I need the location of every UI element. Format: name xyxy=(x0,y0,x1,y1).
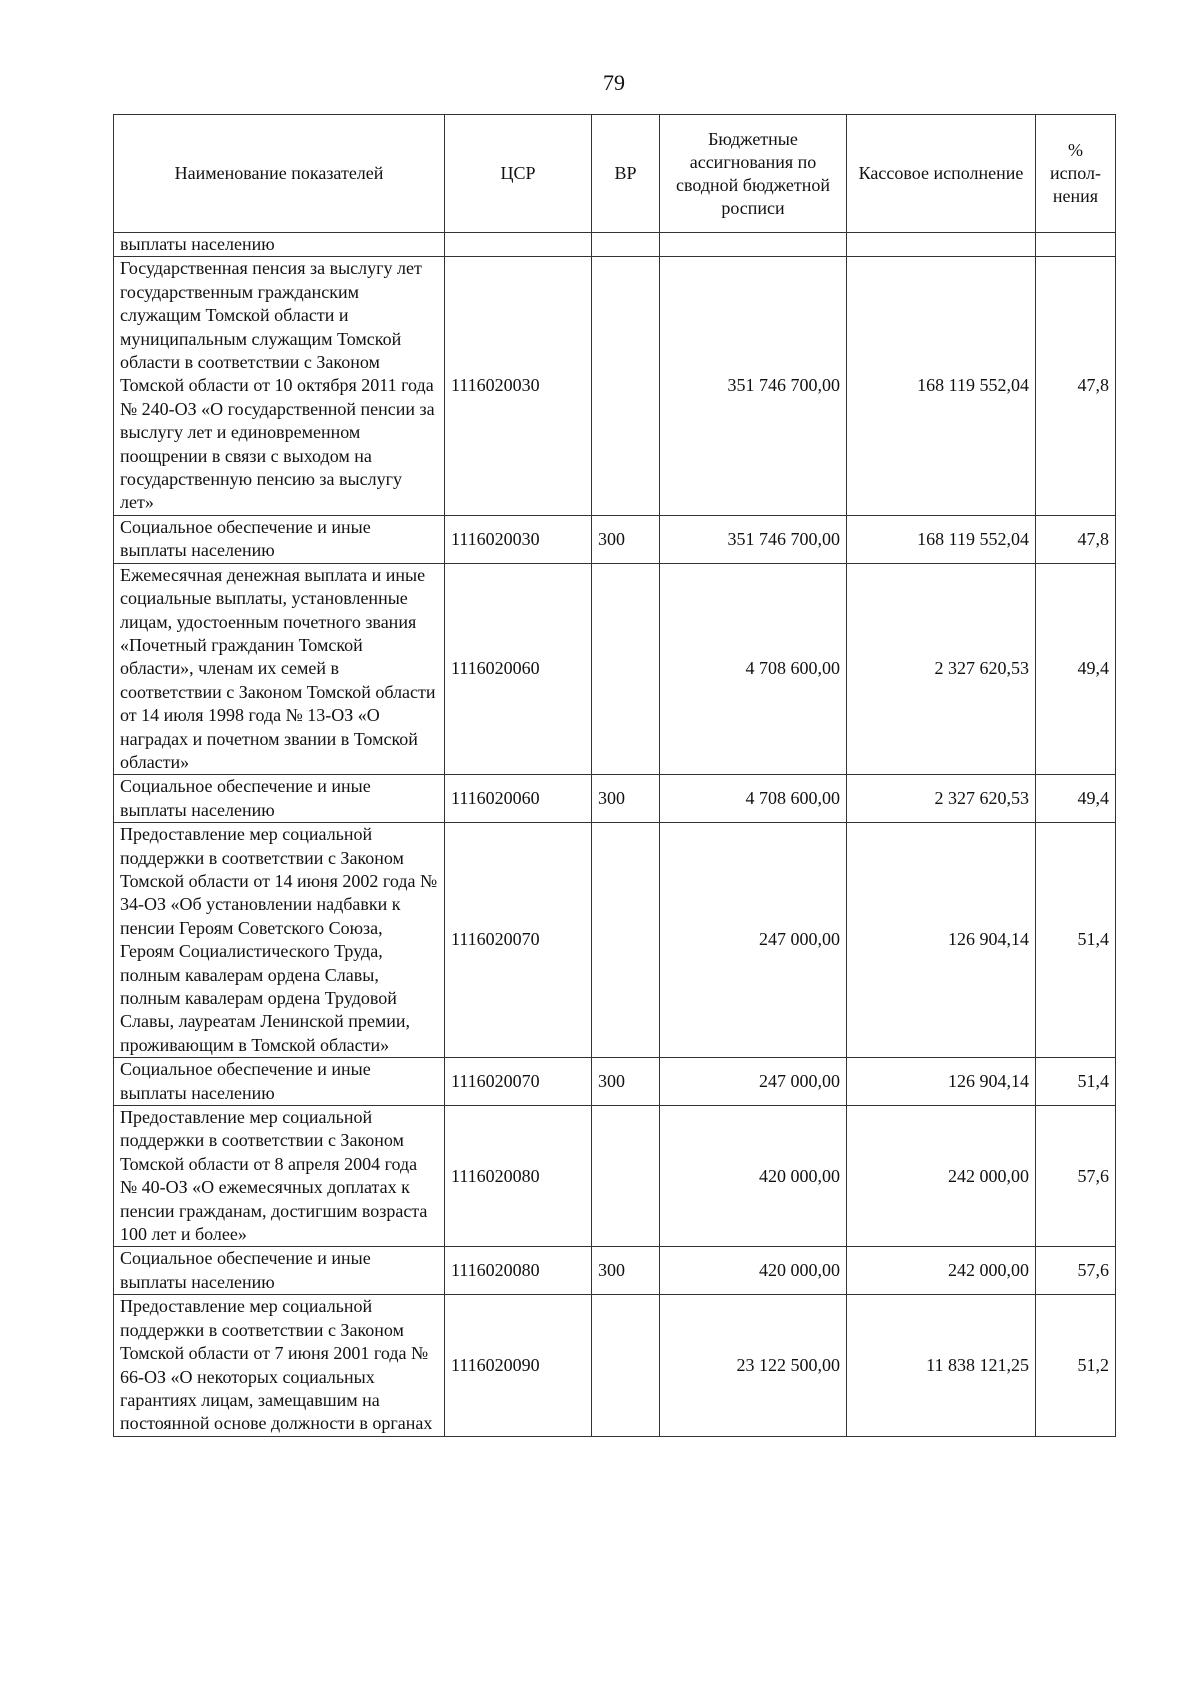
cell-vr xyxy=(592,563,660,775)
cell-budget: 247 000,00 xyxy=(660,823,847,1058)
cell-budget: 4 708 600,00 xyxy=(660,775,847,823)
cell-vr xyxy=(592,1106,660,1247)
cell-vr: 300 xyxy=(592,775,660,823)
cell-vr xyxy=(592,1295,660,1436)
cell-pct: 57,6 xyxy=(1036,1106,1116,1247)
cell-budget: 247 000,00 xyxy=(660,1058,847,1106)
table-row xyxy=(114,563,1116,775)
cell-pct: 49,4 xyxy=(1036,775,1116,823)
header-budget: Бюджетные ассигнования по сводной бюджетной росписи xyxy=(660,115,847,233)
cell-cash: 168 119 552,04 xyxy=(847,515,1036,563)
cell-budget: 420 000,00 xyxy=(660,1247,847,1295)
cell-name: Предоставление мер социальной поддержки в соответствии с Законом Томской области от 8 апреля 2004 года № 40-ОЗ «О ежемесячных доплатах к пенсии гражданам, достигшим возраста 100 лет и более» xyxy=(114,1106,445,1247)
table-body xyxy=(114,233,1116,1437)
cell-csr: 1116020070 xyxy=(445,823,592,1058)
header-csr: ЦСР xyxy=(445,115,592,233)
cell-csr: 1116020070 xyxy=(445,1058,592,1106)
cell-cash: 2 327 620,53 xyxy=(847,563,1036,775)
table-row xyxy=(114,1106,1116,1247)
cell-vr: 300 xyxy=(592,1247,660,1295)
table-row xyxy=(114,1058,1116,1106)
cell-name: Социальное обеспечение и иные выплаты населению xyxy=(114,515,445,563)
cell-vr xyxy=(592,233,660,257)
cell-budget xyxy=(660,233,847,257)
cell-vr xyxy=(592,257,660,515)
cell-csr: 1116020060 xyxy=(445,775,592,823)
cell-name: Социальное обеспечение и иные выплаты населению xyxy=(114,1058,445,1106)
cell-csr: 1116020030 xyxy=(445,257,592,515)
cell-csr: 1116020080 xyxy=(445,1247,592,1295)
cell-budget: 351 746 700,00 xyxy=(660,257,847,515)
cell-pct: 51,2 xyxy=(1036,1295,1116,1436)
table-row xyxy=(114,233,1116,257)
cell-vr xyxy=(592,823,660,1058)
page-number: 79 xyxy=(603,70,625,95)
header-cash: Кассовое исполнение xyxy=(847,115,1036,233)
cell-pct: 47,8 xyxy=(1036,257,1116,515)
table-row xyxy=(114,1247,1116,1295)
cell-pct xyxy=(1036,233,1116,257)
table-row xyxy=(114,775,1116,823)
cell-budget: 351 746 700,00 xyxy=(660,515,847,563)
cell-cash: 126 904,14 xyxy=(847,823,1036,1058)
cell-cash xyxy=(847,233,1036,257)
cell-budget: 420 000,00 xyxy=(660,1106,847,1247)
cell-cash: 168 119 552,04 xyxy=(847,257,1036,515)
cell-pct: 57,6 xyxy=(1036,1247,1116,1295)
header-vr: ВР xyxy=(592,115,660,233)
cell-vr: 300 xyxy=(592,515,660,563)
header-pct: % испол-нения xyxy=(1036,115,1116,233)
header-name: Наименование показателей xyxy=(114,115,445,233)
cell-pct: 49,4 xyxy=(1036,563,1116,775)
cell-name: Социальное обеспечение и иные выплаты населению xyxy=(114,1247,445,1295)
cell-cash: 242 000,00 xyxy=(847,1247,1036,1295)
cell-cash: 242 000,00 xyxy=(847,1106,1036,1247)
cell-cash: 11 838 121,25 xyxy=(847,1295,1036,1436)
cell-pct: 51,4 xyxy=(1036,823,1116,1058)
cell-vr: 300 xyxy=(592,1058,660,1106)
table-row xyxy=(114,823,1116,1058)
budget-execution-table xyxy=(113,114,1116,1437)
cell-name: Ежемесячная денежная выплата и иные социальные выплаты, установленные лицам, удостоенным почетного звания «Почетный гражданин Томской области», членам их семей в соответствии с Законом Томской области от 14 июля 1998 года № 13-ОЗ «О наградах и почетном звании в Томской области» xyxy=(114,563,445,775)
cell-csr: 1116020060 xyxy=(445,563,592,775)
table-row xyxy=(114,515,1116,563)
cell-csr xyxy=(445,233,592,257)
cell-budget: 4 708 600,00 xyxy=(660,563,847,775)
cell-name: Государственная пенсия за выслугу лет государственным гражданским служащим Томской области и муниципальным служащим Томской области в соответствии с Законом Томской области от 10 октября 2011 года № 240-ОЗ «О государственной пенсии за выслугу лет и единовременном поощрении в связи с выходом на государственную пенсию за выслугу лет» xyxy=(114,257,445,515)
cell-name: Предоставление мер социальной поддержки в соответствии с Законом Томской области от 14 июня 2002 года № 34-ОЗ «Об установлении надбавки к пенсии Героям Советского Союза, Героям Социалистического Труда, полным кавалерам ордена Славы, полным кавалерам ордена Трудовой Славы, лауреатам Ленинской премии, проживающим в Томской области» xyxy=(114,823,445,1058)
cell-csr: 1116020030 xyxy=(445,515,592,563)
table-row xyxy=(114,1295,1116,1436)
cell-name: выплаты населению xyxy=(114,233,445,257)
cell-cash: 126 904,14 xyxy=(847,1058,1036,1106)
cell-csr: 1116020090 xyxy=(445,1295,592,1436)
cell-name: Социальное обеспечение и иные выплаты населению xyxy=(114,775,445,823)
cell-name: Предоставление мер социальной поддержки в соответствии с Законом Томской области от 7 июня 2001 года № 66-ОЗ «О некоторых социальных гарантиях лицам, замещавшим на постоянной основе должности в органах xyxy=(114,1295,445,1436)
cell-budget: 23 122 500,00 xyxy=(660,1295,847,1436)
table-header-row xyxy=(114,115,1116,233)
cell-cash: 2 327 620,53 xyxy=(847,775,1036,823)
cell-csr: 1116020080 xyxy=(445,1106,592,1247)
table-row xyxy=(114,257,1116,515)
cell-pct: 47,8 xyxy=(1036,515,1116,563)
cell-pct: 51,4 xyxy=(1036,1058,1116,1106)
